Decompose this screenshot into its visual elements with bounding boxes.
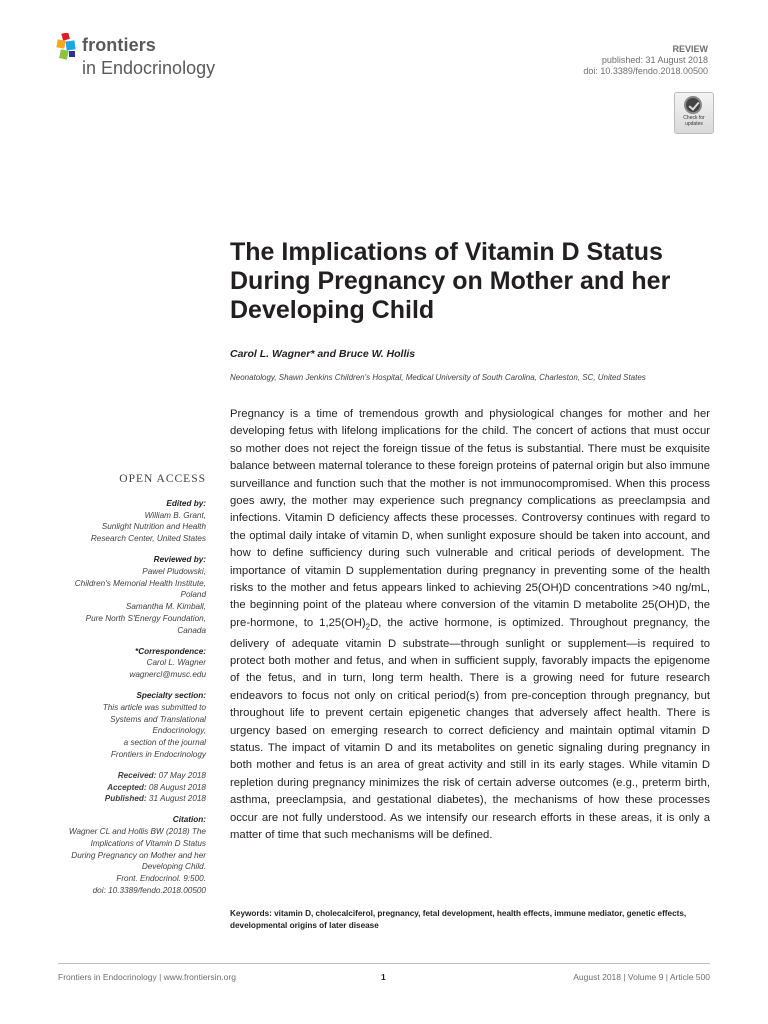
citation-line: Implications of Vitamin D Status: [90, 838, 206, 848]
specialty-line: Systems and Translational: [110, 714, 206, 724]
journal-logo: [56, 33, 226, 81]
reviewer-line: Pawel Pludowski,: [142, 566, 206, 576]
specialty-line: a section of the journal: [123, 738, 206, 748]
accepted-value: 08 August 2018: [146, 782, 206, 792]
author-affiliation: Neonatology, Shawn Jenkins Children's Hospital, Medical University of South Carolina, Charleston, SC, United States: [230, 373, 646, 382]
correspondence-email-link[interactable]: wagnercl@musc.edu: [129, 670, 206, 680]
article-meta: [583, 44, 708, 77]
logo-wordmark-journal: in Endocrinology: [82, 58, 216, 78]
specialty-line: Endocrinology,: [152, 726, 206, 736]
editor-line: Research Center, United States: [90, 534, 206, 544]
open-access-label: OPEN ACCESS: [119, 473, 206, 485]
specialty-section-label: Specialty section:: [136, 690, 206, 700]
reviewer-line: Samantha M. Kimball,: [125, 602, 206, 612]
footer-divider: [58, 963, 710, 964]
published-value: 31 August 2018: [146, 794, 206, 804]
article-authors: Carol L. Wagner* and Bruce W. Hollis: [230, 348, 416, 360]
abstract-text-part2: D, the active hormone, is optimized. Throughout pregnancy, the delivery of adequate vitamin D substrate—through sunlight or supplement—is required to protect both mother and fetus, and when in sufficient supply, favorably impacts the epigenome of the fetus, and in turn, long term health. There is a growing need for future research endeavors to focus not only on critical period(s) from pre-conception through pregnancy, but throughout life to prevent certain epigenetic changes that adversely affect health. There is urgency based on emerging research to correct deficiency and maintain optimal vitamin D status. The impact of vitamin D and its metabolites on genetic signaling during pregnancy in both mother and fetus is an area of great activity and still in its early stages. While vitamin D repletion during pregnancy minimizes the risk of certain adverse outcomes (e.g., preterm birth, asthma, preeclampsia, and gestational diabetes), the mechanisms of how these processes occur are not fully understood. As we intensify our research efforts in these areas, it is only a matter of time that such mechanisms will be defined.: [230, 616, 710, 841]
check-updates-icon: [684, 96, 702, 114]
article-title: The Implications of Vitamin D Status During Pregnancy on Mother and her Developing Child: [230, 238, 671, 324]
correspondence-name: Carol L. Wagner: [146, 658, 206, 668]
accepted-label: Accepted:: [107, 782, 147, 792]
page-number: 1: [381, 972, 386, 982]
footer-issue-info: August 2018 | Volume 9 | Article 500: [573, 972, 710, 982]
received-date: [36, 770, 206, 782]
frontiers-logo-icon: [56, 33, 80, 63]
keywords: Keywords: vitamin D, cholecalciferol, pregnancy, fetal development, health effects, immune mediator, genetic effects, developmental origins of later disease: [230, 909, 687, 930]
reviewed-by-label: Reviewed by:: [153, 554, 206, 564]
citation-label: Citation:: [172, 815, 206, 825]
citation-line: Wagner CL and Hollis BW (2018) The: [68, 826, 206, 836]
abstract-text-part1: Pregnancy is a time of tremendous growth and physiological changes for mother and her developing fetus with lifelong implications for the child. The concert of actions that must occur so mother does not reject the foreign tissue of the fetus is substantial. There must be exquisite balance between maternal tolerance to these foreign proteins of paternal origin but also immune surveillance and function such that the mother is not immunocompromised. When this process goes awry, the mother may experience such pregnancy complications as preeclampsia and infections. Vitamin D deficiency affects these processes. Controversy continues with regard to the optimal daily intake of vitamin D, when sunlight exposure should be taken into account, and how to define sufficiency during such vulnerable and critical periods of development. The importance of vitamin D supplementation during pregnancy in preventing some of the health risks to the mother and fetus appears linked to achieving 25(OH)D concentrations >40 ng/mL, the beginning point of the plateau where conversion of the vitamin D metabolite 25(OH)D, the pre-hormone, to 1,25(OH): [230, 408, 710, 629]
citation-line: During Pregnancy on Mother and her: [71, 850, 206, 860]
footer-journal-link[interactable]: Frontiers in Endocrinology | www.frontiersin.org: [58, 972, 236, 982]
abstract-subscript: 2: [365, 622, 371, 632]
published-label: Published:: [104, 794, 147, 804]
reviewer-line: Children's Memorial Health Institute,: [74, 578, 206, 588]
published-date: published: 31 August 2018: [601, 55, 708, 65]
published-date-sidebar: [36, 793, 206, 805]
reviewer-line: Pure North S'Energy Foundation,: [85, 613, 206, 623]
accepted-date: [36, 782, 206, 794]
article-doi[interactable]: doi: 10.3389/fendo.2018.00500: [583, 66, 708, 76]
check-for-updates-button[interactable]: [674, 92, 714, 134]
received-label: Received:: [117, 770, 157, 780]
received-value: 07 May 2018: [156, 770, 206, 780]
citation-doi-link[interactable]: doi: 10.3389/fendo.2018.00500: [92, 885, 206, 895]
logo-wordmark-frontiers: frontiers: [82, 35, 156, 55]
abstract: [230, 406, 710, 844]
correspondence-label: *Correspondence:: [135, 646, 206, 656]
editor-line: William B. Grant,: [144, 510, 206, 520]
citation-line: Developing Child.: [141, 862, 206, 872]
specialty-line: Frontiers in Endocrinology: [110, 749, 206, 759]
article-type: REVIEW: [672, 44, 708, 54]
reviewer-line: Canada: [177, 625, 206, 635]
article-info-sidebar: [36, 474, 206, 897]
editor-line: Sunlight Nutrition and Health: [101, 522, 206, 532]
edited-by-label: Edited by:: [166, 498, 206, 508]
reviewer-line: Poland: [180, 590, 206, 600]
check-updates-label: Check for updates: [683, 115, 705, 127]
citation-line: Front. Endocrinol. 9:500.: [116, 874, 206, 884]
specialty-line: This article was submitted to: [102, 702, 206, 712]
